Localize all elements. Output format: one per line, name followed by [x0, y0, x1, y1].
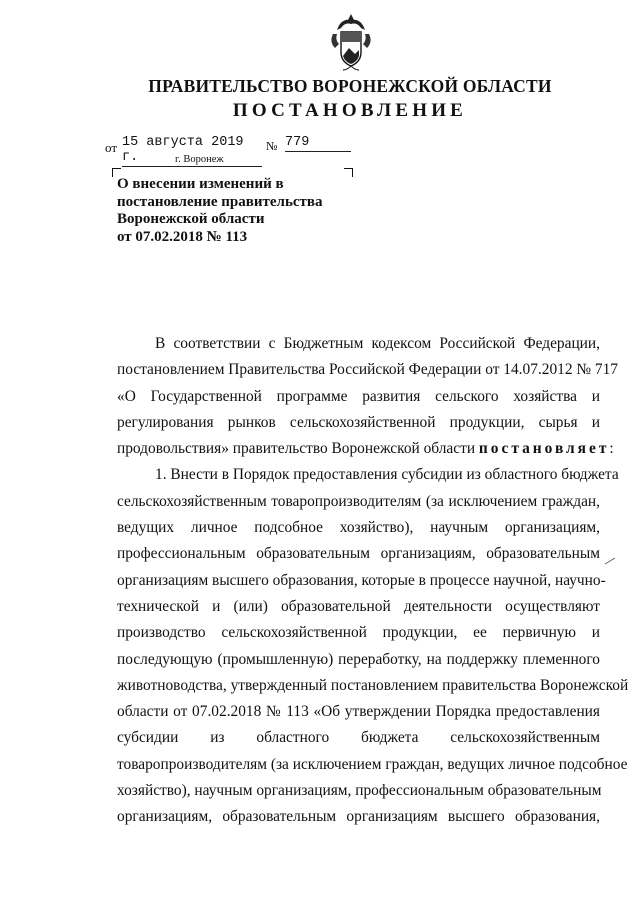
body-line: области от 07.02.2018 № 113 «Об утверждении Порядка предоставления — [117, 703, 600, 721]
body-line: ведущих личное подсобное хозяйство), научным организациям, — [117, 519, 600, 537]
city-label: г. Воронеж — [175, 154, 224, 165]
subject-line: от 07.02.2018 № 113 — [117, 228, 248, 245]
scan-mark — [604, 556, 616, 566]
date-prefix: от — [105, 140, 118, 155]
body-line: хозяйство), научным организациям, профессиональным образовательным — [117, 782, 602, 800]
body-line: организациям высшего образования, которые в процессе научной, научно- — [117, 571, 606, 589]
subject-line: постановление правительства — [117, 193, 323, 210]
body-line: субсидии из областного бюджета сельскохозяйственным — [117, 729, 600, 747]
subject-line: О внесении изменений в — [117, 176, 284, 192]
document-type-title: ПОСТАНОВЛЕНИЕ — [232, 100, 468, 121]
coat-of-arms-emblem — [327, 12, 375, 72]
document-number: 779 — [285, 135, 351, 152]
body-line: 1. Внести в Порядок предоставления субсидии из областного бюджета — [155, 466, 619, 484]
document-subject — [117, 176, 323, 246]
body-line — [117, 436, 614, 462]
government-title: ПРАВИТЕЛЬСТВО ВОРОНЕЖСКОЙ ОБЛАСТИ — [148, 76, 552, 96]
body-line: сельскохозяйственным товаропроизводителям (за исключением граждан, — [117, 492, 600, 510]
subject-corner-right — [344, 168, 353, 177]
resolves-emphasis: постановляет — [478, 440, 610, 458]
body-line: последующую (промышленную) переработку, на поддержку племенного — [117, 650, 600, 668]
number-prefix: № — [266, 139, 278, 153]
body-line: производство сельскохозяйственной продукции, ее первичную и — [117, 624, 600, 642]
body-line-text: продовольствия» правительство Воронежской области — [117, 440, 476, 458]
body-line: постановлением Правительства Российской Федерации от 14.07.2012 № 717 — [117, 361, 619, 379]
body-line: технической и (или) образовательной деятельности осуществляют — [117, 597, 600, 615]
document-date: 15 августа 2019 г. — [122, 135, 262, 167]
body-line: «О Государственной программе развития сельского хозяйства и — [117, 387, 600, 405]
document-body — [117, 331, 629, 831]
body-line: организациям, образовательным организациям высшего образования, — [117, 808, 600, 826]
body-line: профессиональным образовательным организациям, образовательным — [117, 545, 600, 563]
body-line: товаропроизводителям (за исключением граждан, ведущих личное подсобное — [117, 755, 628, 773]
body-line: В соответствии с Бюджетным кодексом Российской Федерации, — [155, 335, 600, 352]
body-line: животноводства, утвержденный постановлением правительства Воронежской — [117, 676, 629, 694]
body-line: регулирования рынков сельскохозяйственной продукции, сырья и — [117, 413, 600, 431]
colon: : — [609, 440, 614, 458]
subject-line: Воронежской области — [117, 211, 265, 227]
